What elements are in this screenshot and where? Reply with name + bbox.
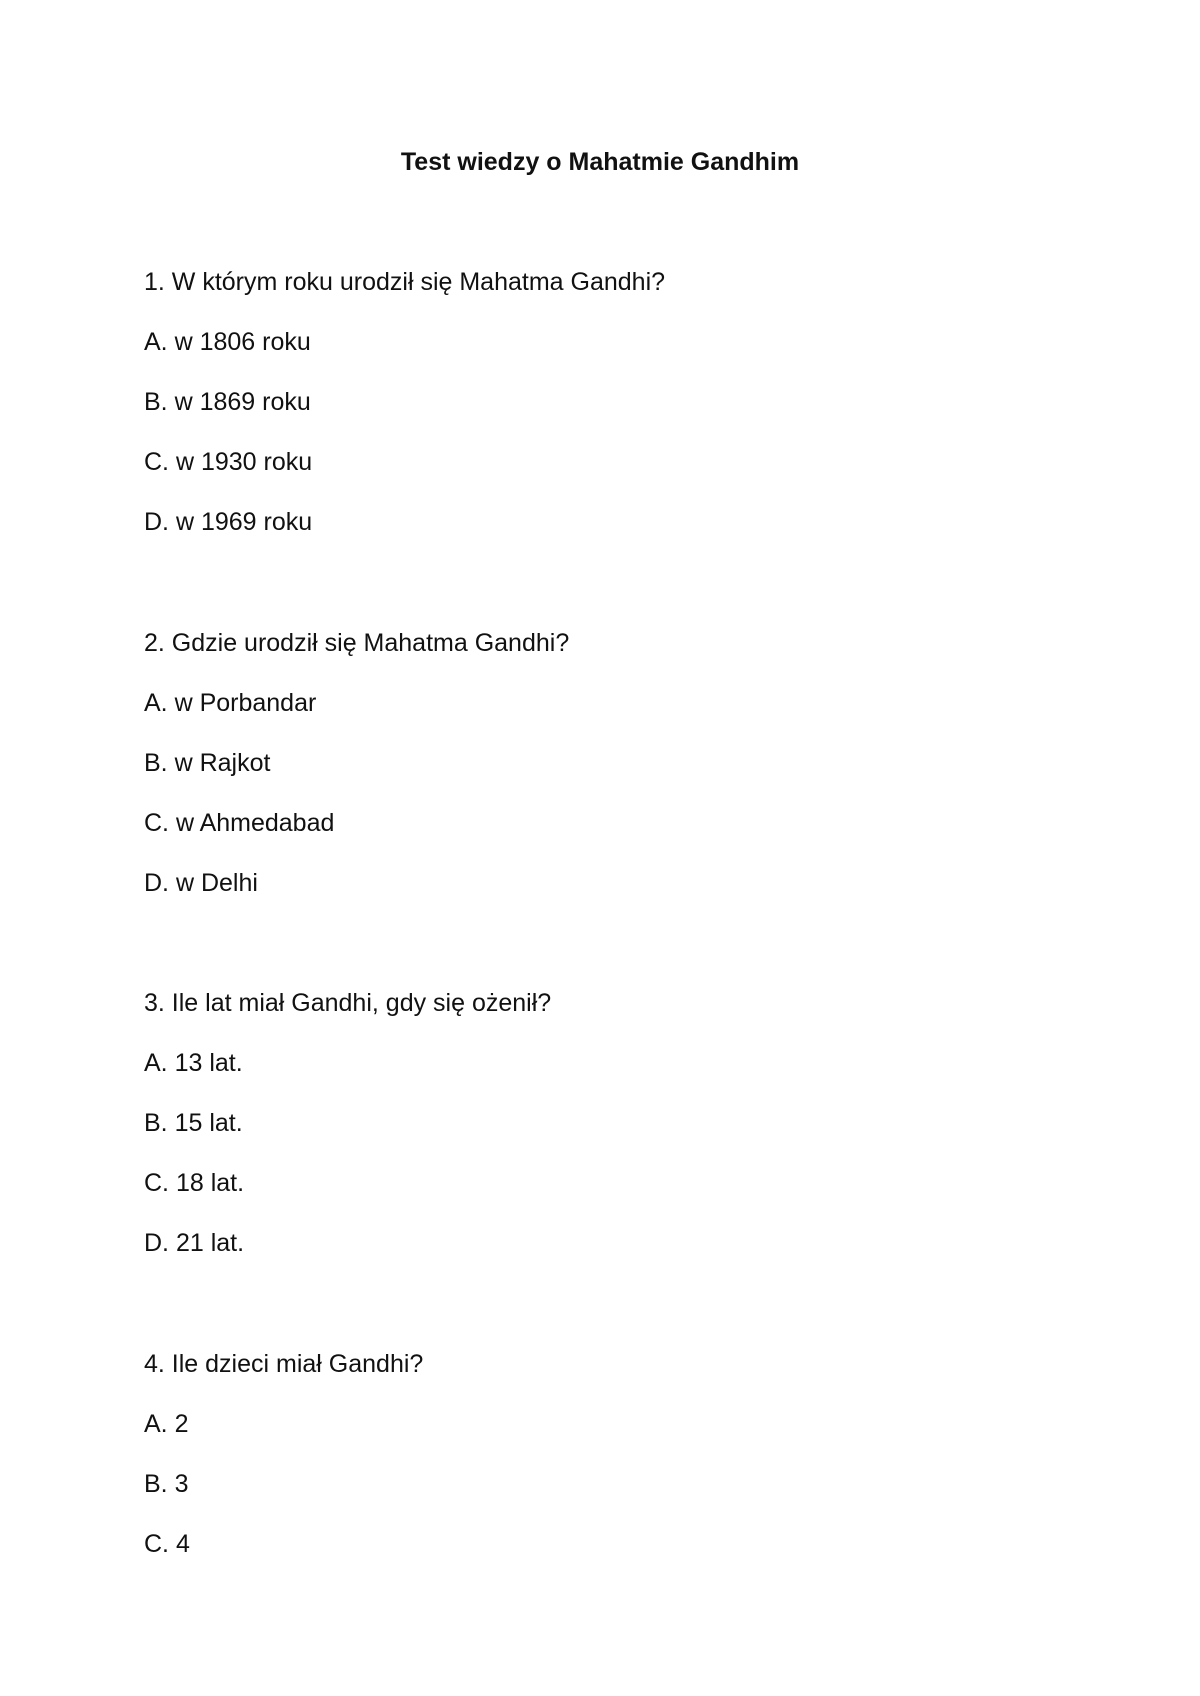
page-title: Test wiedzy o Mahatmie Gandhim (400, 148, 800, 176)
question-1-option-b: B. w 1869 roku (144, 388, 311, 416)
question-3-option-c: C. 18 lat. (144, 1169, 245, 1197)
question-1-option-c: C. w 1930 roku (144, 448, 313, 476)
question-3-option-d: D. 21 lat. (144, 1229, 245, 1257)
question-4: 4. Ile dzieci miał Gandhi? (144, 1350, 424, 1378)
question-2-option-d: D. w Delhi (144, 869, 258, 897)
question-4-option-c: C. 4 (144, 1530, 190, 1558)
question-2-option-a: A. w Porbandar (144, 689, 317, 717)
question-2-option-c: C. w Ahmedabad (144, 809, 335, 837)
question-3-option-b: B. 15 lat. (144, 1109, 243, 1137)
question-2: 2. Gdzie urodził się Mahatma Gandhi? (144, 629, 570, 657)
question-2-option-b: B. w Rajkot (144, 749, 271, 777)
question-1: 1. W którym roku urodził się Mahatma Gandhi? (144, 268, 666, 296)
question-4-option-a: A. 2 (144, 1410, 189, 1438)
question-4-option-b: B. 3 (144, 1470, 189, 1498)
question-3: 3. Ile lat miał Gandhi, gdy się ożenił? (144, 989, 552, 1017)
question-1-option-a: A. w 1806 roku (144, 328, 311, 356)
question-1-option-d: D. w 1969 roku (144, 508, 313, 536)
question-3-option-a: A. 13 lat. (144, 1049, 243, 1077)
